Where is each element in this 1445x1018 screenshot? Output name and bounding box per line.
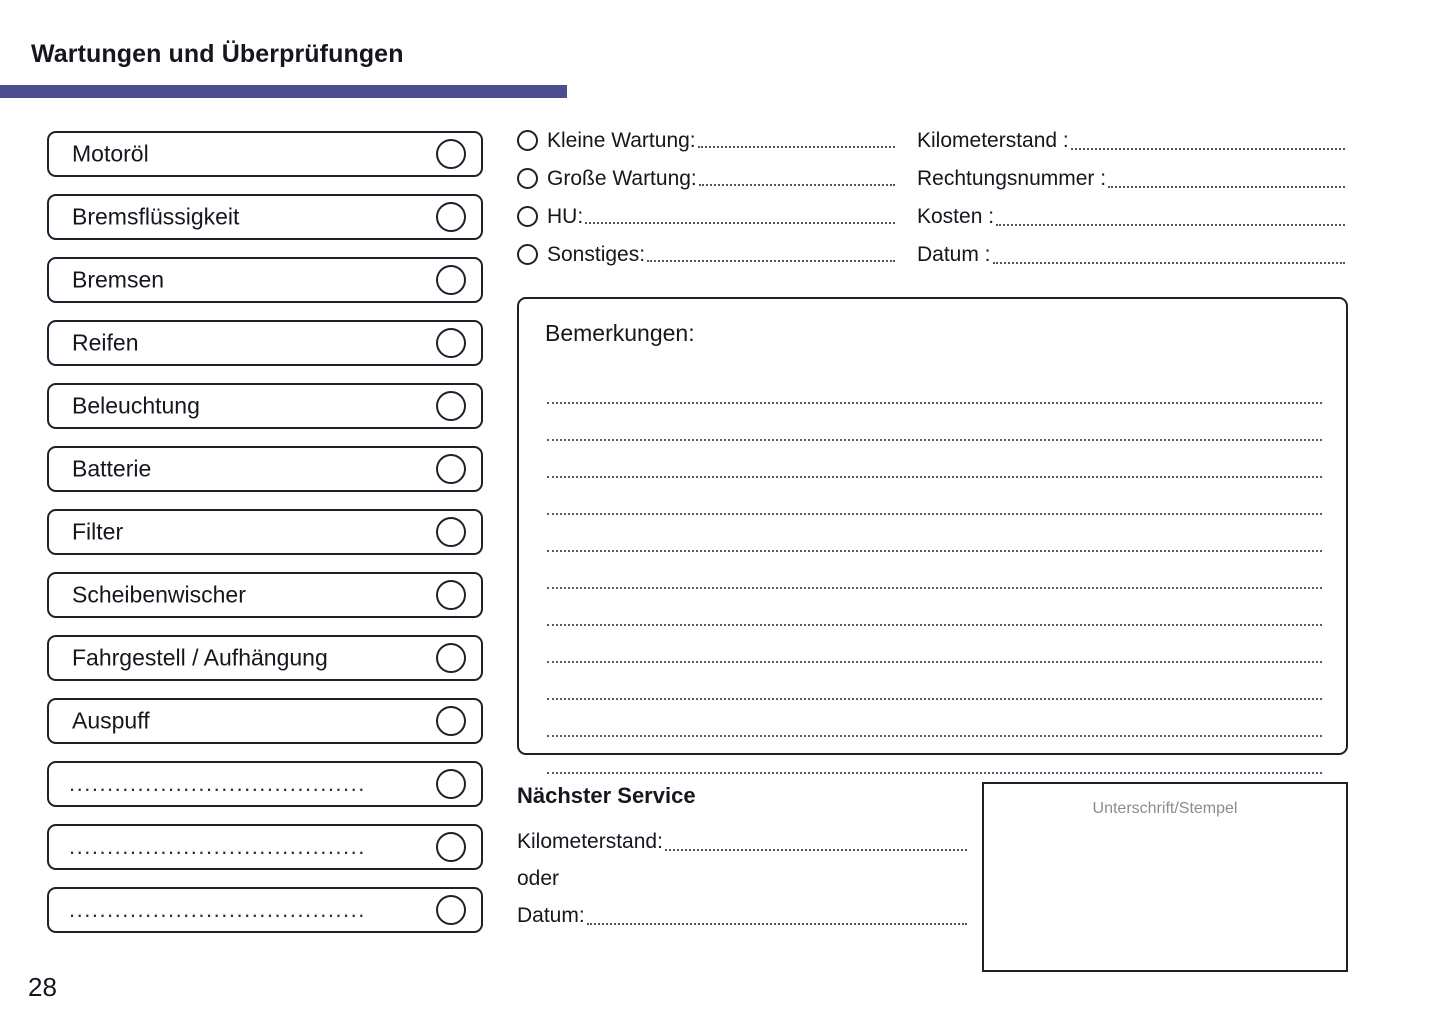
checkbox-circle-icon[interactable] [436,517,466,547]
next-service-date-label: Datum: [517,904,585,927]
checkbox-circle-icon[interactable] [436,769,466,799]
invoice-meta-row[interactable] [917,242,1345,267]
remarks-line[interactable] [547,478,1322,515]
checklist-row[interactable] [47,824,483,870]
radio-circle-icon[interactable] [517,244,538,265]
service-summary-area [517,128,1351,280]
remarks-line[interactable] [547,441,1322,478]
next-service-mileage-row[interactable] [517,823,967,854]
checklist-row[interactable] [47,509,483,555]
checklist-item-label: Beleuchtung [72,392,200,419]
invoice-meta-input[interactable] [1108,171,1345,188]
checklist-item-label: ....................................... [69,897,366,922]
service-type-row[interactable] [517,242,895,267]
title-underline-rule [0,85,567,98]
checklist-row[interactable] [47,194,483,240]
checklist-item-label: Batterie [72,455,152,482]
checkbox-circle-icon[interactable] [436,328,466,358]
service-type-input[interactable] [647,245,895,262]
next-service-mileage-input[interactable] [665,834,967,851]
checklist-item-label: Fahrgestell / Aufhängung [72,644,328,671]
checklist-item-label: Bremsflüssigkeit [72,203,240,230]
service-type-label: Sonstiges: [547,242,646,266]
service-type-row[interactable] [517,204,895,229]
service-type-input[interactable] [698,131,895,148]
remarks-line[interactable] [547,515,1322,552]
service-type-row[interactable] [517,166,895,191]
remarks-line[interactable] [547,404,1322,441]
next-service-title: Nächster Service [517,783,696,808]
remarks-line[interactable] [547,552,1322,589]
invoice-meta-label: Datum : [917,243,991,266]
checkbox-circle-icon[interactable] [436,643,466,673]
checkbox-circle-icon[interactable] [436,706,466,736]
checklist-row[interactable] [47,698,483,744]
checklist-item-label: Bremsen [72,266,165,293]
checklist-row[interactable] [47,257,483,303]
radio-circle-icon[interactable] [517,168,538,189]
checklist-item-label: ....................................... [69,834,366,859]
checklist-item-label: Filter [72,518,124,545]
remarks-title: Bemerkungen: [545,320,695,346]
remarks-line[interactable] [547,367,1322,404]
checkbox-circle-icon[interactable] [436,391,466,421]
checkbox-circle-icon[interactable] [436,580,466,610]
radio-circle-icon[interactable] [517,206,538,227]
checklist-row[interactable] [47,572,483,618]
service-type-input[interactable] [699,169,895,186]
checkbox-circle-icon[interactable] [436,202,466,232]
signature-stamp-box[interactable] [982,782,1348,972]
page-number: 28 [28,972,57,1002]
checklist-row[interactable] [47,446,483,492]
invoice-meta-row[interactable] [917,204,1345,229]
radio-circle-icon[interactable] [517,130,538,151]
remarks-line[interactable] [547,589,1322,626]
signature-stamp-label: Unterschrift/Stempel [1092,800,1238,817]
checkbox-circle-icon[interactable] [436,895,466,925]
remarks-line[interactable] [547,626,1322,663]
maintenance-checklist [47,131,483,950]
checklist-item-label: Motoröl [72,140,149,167]
service-type-label: HU: [547,204,584,228]
next-service-or-row [517,860,967,891]
invoice-meta-row[interactable] [917,128,1345,153]
remarks-line[interactable] [547,737,1322,774]
invoice-meta-label: Rechtungsnummer : [917,167,1107,190]
checklist-row[interactable] [47,761,483,807]
service-type-label: Kleine Wartung: [547,128,696,152]
service-type-label: Große Wartung: [547,166,697,190]
service-type-input[interactable] [585,207,895,224]
service-type-grid [517,128,1351,280]
invoice-meta-input[interactable] [993,247,1345,264]
next-service-date-input[interactable] [587,908,967,925]
checklist-row[interactable] [47,383,483,429]
checklist-item-label: ....................................... [69,771,366,796]
checklist-row[interactable] [47,320,483,366]
checkbox-circle-icon[interactable] [436,265,466,295]
checklist-row[interactable] [47,635,483,681]
remarks-line[interactable] [547,700,1322,737]
next-service-date-row[interactable] [517,897,967,928]
next-service-section [517,783,967,934]
remarks-writing-lines [547,367,1322,774]
invoice-meta-input[interactable] [1071,133,1345,150]
checkbox-circle-icon[interactable] [436,832,466,862]
invoice-meta-row[interactable] [917,166,1345,191]
next-service-or-label: oder [517,867,560,890]
service-type-row[interactable] [517,128,895,153]
checklist-item-label: Scheibenwischer [72,581,246,608]
invoice-meta-label: Kosten : [917,205,995,228]
remarks-line[interactable] [547,663,1322,700]
checklist-item-label: Reifen [72,329,139,356]
invoice-meta-input[interactable] [996,209,1345,226]
checkbox-circle-icon[interactable] [436,454,466,484]
checklist-row[interactable] [47,887,483,933]
checklist-row[interactable] [47,131,483,177]
next-service-mileage-label: Kilometerstand: [517,830,663,853]
checkbox-circle-icon[interactable] [436,139,466,169]
invoice-meta-label: Kilometerstand : [917,129,1069,152]
page-title: Wartungen und Überprüfungen [31,40,404,68]
remarks-box[interactable] [517,297,1348,755]
checklist-item-label: Auspuff [72,707,150,734]
